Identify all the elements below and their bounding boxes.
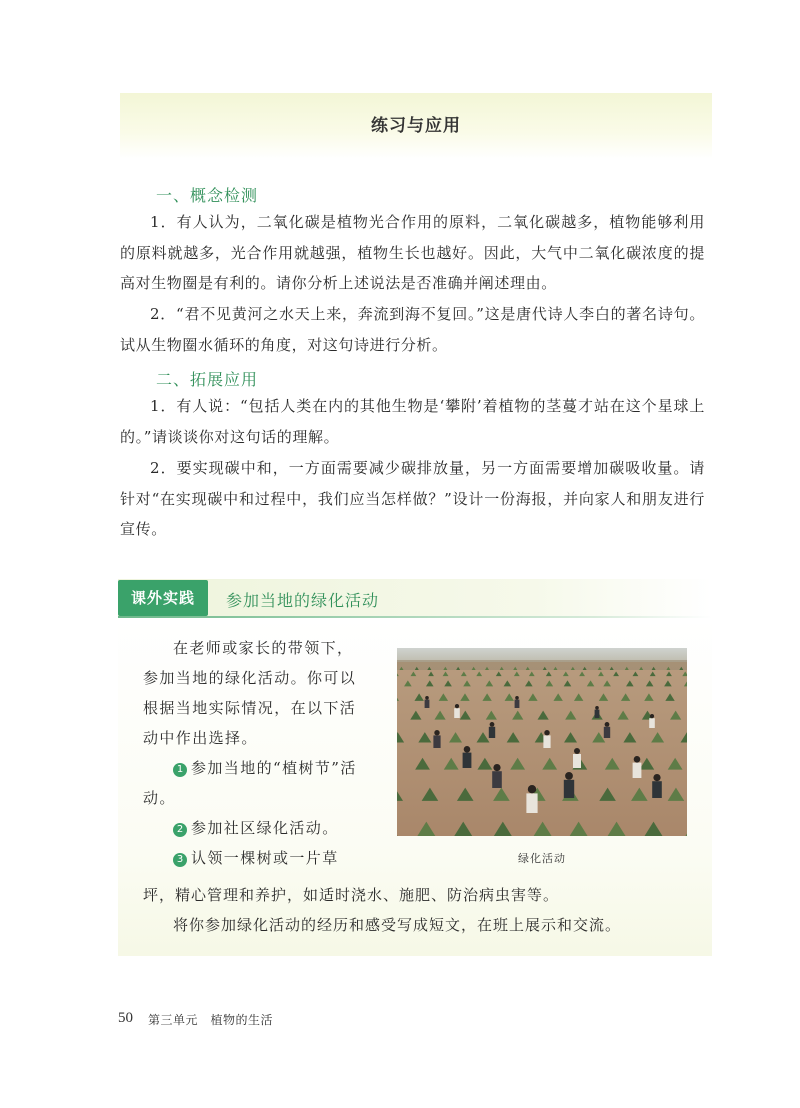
practice-title: 参加当地的绿化活动 — [226, 591, 380, 610]
page-number: 50 — [118, 1010, 133, 1026]
practice-closing: 将你参加绿化活动的经历和感受写成短文，在班上展示和交流。 — [173, 916, 622, 934]
exercise-item: 2．“君不见黄河之水天上来，奔流到海不复回。”这是唐代诗人李白的著名诗句。试从生物圈水循环的角度，对这句诗进行分析。 — [120, 305, 705, 354]
practice-text-column — [143, 633, 363, 873]
practice-bottom-text — [143, 880, 703, 940]
section-heading-concept-check: 一、概念检测 — [156, 186, 259, 205]
person-icon — [633, 756, 642, 778]
unit-title: 第三单元 植物的生活 — [148, 1013, 274, 1027]
tree-planting-illustration — [397, 648, 687, 836]
person-icon — [649, 714, 655, 728]
tree-planting-photo — [397, 648, 687, 836]
section-heading-extended-application: 二、拓展应用 — [156, 370, 259, 389]
person-icon — [433, 730, 440, 748]
person-icon — [515, 696, 520, 708]
person-icon — [543, 730, 550, 748]
exercise-item: 1．有人认为，二氧化碳是植物光合作用的原料，二氧化碳越多，植物能够利用的原料就越多，光合作用就越强，植物生长也越好。因此，大气中二氧化碳浓度的提高对生物圈是有利的。请你分析上述说法是否准确并阐述理由。 — [120, 213, 705, 292]
practice-option — [143, 813, 363, 843]
person-icon — [489, 722, 495, 738]
practice-intro: 在老师或家长的带领下，参加当地的绿化活动。你可以根据当地实际情况，在以下活动中作出选择。 — [143, 639, 357, 747]
number-badge-1: 1 — [173, 763, 187, 777]
practice-option-text: 参加社区绿化活动。 — [191, 819, 339, 837]
number-badge-3: 3 — [173, 853, 187, 867]
person-icon — [604, 722, 610, 738]
person-icon — [463, 746, 472, 768]
practice-option-text: 认领一棵树或一片草 — [191, 849, 339, 867]
practice-option-text: 参加当地的“植树节”活动。 — [143, 759, 357, 807]
title-band — [120, 93, 712, 159]
page-title: 练习与应用 — [371, 116, 461, 136]
exercise-item: 2．要实现碳中和，一方面需要减少碳排放量，另一方面需要增加碳吸收量。请针对“在实现碳中和过程中，我们应当怎样做？”设计一份海报，并向家人和朋友进行宣传。 — [120, 459, 705, 538]
practice-option — [143, 753, 363, 813]
person-icon — [492, 764, 502, 788]
person-icon — [454, 704, 460, 718]
practice-tag: 课外实践 — [118, 580, 208, 616]
person-icon — [425, 696, 430, 708]
person-icon — [526, 785, 537, 813]
number-badge-2: 2 — [173, 823, 187, 837]
practice-option-continued: 坪，精心管理和养护，如适时浇水、施肥、防治病虫害等。 — [143, 886, 560, 904]
exercise-item: 1．有人说：“包括人类在内的其他生物是‘攀附’着植物的茎蔓才站在这个星球上的。”请谈谈你对这句话的理解。 — [120, 397, 705, 446]
person-icon — [595, 706, 600, 718]
practice-option — [143, 843, 363, 873]
person-icon — [564, 772, 574, 798]
photo-caption: 绿化活动 — [518, 852, 566, 865]
person-icon — [573, 748, 581, 768]
person-icon — [652, 774, 662, 798]
